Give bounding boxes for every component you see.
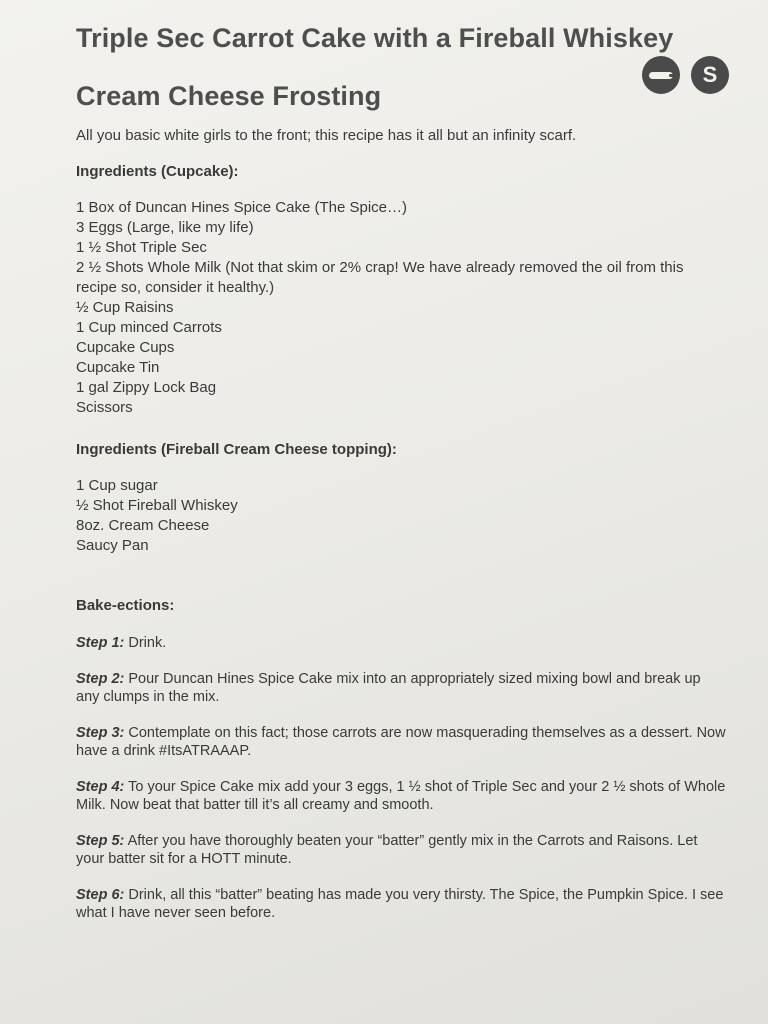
step-6 (76, 886, 728, 922)
step-1 (76, 634, 728, 652)
list-item: 1 gal Zippy Lock Bag (76, 379, 217, 396)
step-label: Step 4: (76, 779, 125, 795)
list-item: 1 Cup sugar (76, 477, 158, 494)
list-item: ½ Shot Fireball Whiskey (76, 497, 238, 514)
intro-text: All you basic white girls to the front; this recipe has it all but an infinity scarf. (76, 127, 577, 144)
list-item: Cupcake Tin (76, 359, 160, 376)
step-label: Step 5: (76, 833, 125, 849)
list-item: 8oz. Cream Cheese (76, 517, 210, 534)
list-item: Saucy Pan (76, 537, 149, 554)
cupcake-ingredients-list (76, 198, 728, 418)
step-text: Drink, all this “batter” beating has made you very thirsty. The Spice, the Pumpkin Spice. I see what I have never seen before. (76, 887, 724, 921)
dash-logo-icon (642, 56, 680, 94)
step-text: Contemplate on this fact; those carrots are now masquerading themselves as a dessert. Now have a drink #ItsATRAAAP. (76, 725, 726, 759)
list-item: 3 Eggs (Large, like my life) (76, 219, 254, 236)
title-line-2: Cream Cheese Frosting (76, 81, 382, 111)
step-label: Step 6: (76, 887, 125, 903)
dash-bar-icon (649, 72, 673, 79)
step-text: After you have thoroughly beaten your “batter” gently mix in the Carrots and Raisons. Let your batter sit for a HOTT minute. (76, 833, 698, 867)
topping-ingredients-list (76, 476, 728, 556)
title-line-1: Triple Sec Carrot Cake with a Fireball Whiskey (76, 23, 674, 53)
logo-group (640, 56, 740, 96)
list-item: 1 Cup minced Carrots (76, 319, 222, 336)
cupcake-ingredients-heading: Ingredients (Cupcake): (76, 163, 239, 180)
list-item: 1 Box of Duncan Hines Spice Cake (The Spice…) (76, 199, 407, 216)
step-text: Drink. (124, 635, 167, 651)
step-label: Step 1: (76, 635, 125, 651)
step-3 (76, 724, 728, 760)
topping-ingredients-heading: Ingredients (Fireball Cream Cheese topping): (76, 441, 397, 458)
step-text: Pour Duncan Hines Spice Cake mix into an appropriately sized mixing bowl and break up any clumps in the mix. (76, 671, 701, 705)
list-item: 1 ½ Shot Triple Sec (76, 239, 207, 256)
s-logo-icon: S (691, 56, 729, 94)
list-item: 2 ½ Shots Whole Milk (Not that skim or 2% crap! We have already removed the oil from this recipe so, consider it healthy.) (76, 259, 684, 296)
step-label: Step 2: (76, 671, 125, 687)
list-item: Cupcake Cups (76, 339, 175, 356)
step-label: Step 3: (76, 725, 125, 741)
step-text: To your Spice Cake mix add your 3 eggs, 1 ½ shot of Triple Sec and your 2 ½ shots of Whole Milk. Now beat that batter till it’s all creamy and smooth. (76, 779, 726, 813)
recipe-title (76, 22, 728, 112)
step-2 (76, 670, 728, 706)
bake-ections-heading: Bake-ections: (76, 597, 175, 614)
list-item: ½ Cup Raisins (76, 299, 174, 316)
list-item: Scissors (76, 399, 133, 416)
step-4 (76, 778, 728, 814)
step-5 (76, 832, 728, 868)
